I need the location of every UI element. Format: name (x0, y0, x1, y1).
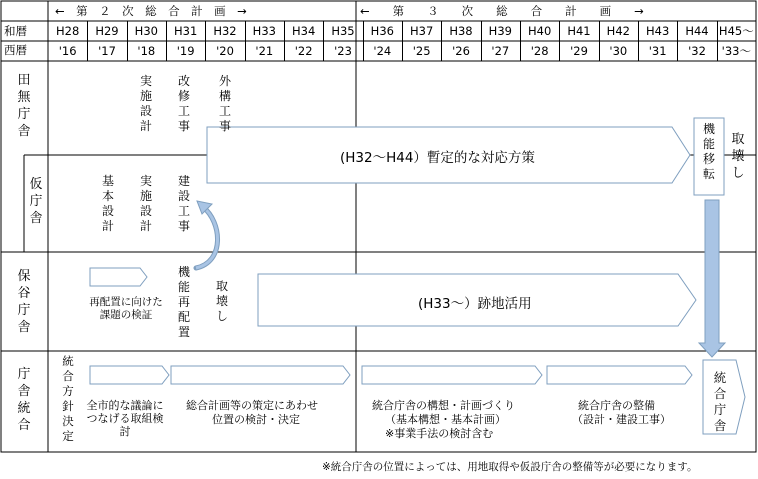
plan2-header: ← 第 ２ 次 総 合 計 画 → (55, 4, 247, 18)
section-tanashi: 田無庁舎 (17, 73, 31, 139)
final-text: 統合庁舎 (713, 370, 727, 433)
togo-note-2b: 位置の検討・決定 (212, 413, 300, 426)
seireki-year: '19 (176, 44, 195, 58)
togo-note-3a: 統合庁舎の構想・計画づくり (372, 399, 515, 412)
seireki-year: '25 (412, 44, 431, 58)
curve-arrow (196, 207, 218, 268)
hoya-relocate: 機能再配置 (177, 265, 190, 339)
wareki-year: H29 (95, 24, 119, 38)
seireki-year: '27 (491, 44, 510, 58)
seireki-year: '24 (373, 44, 392, 58)
togo-note-1: 全市的な議論につなげる取組検討 (86, 399, 164, 438)
tanashi-move: 機能移転 (702, 122, 715, 181)
seireki-year: '26 (452, 44, 470, 58)
seireki-year: '16 (58, 44, 77, 58)
wareki-year: H40 (528, 24, 552, 38)
section-hoya: 保谷庁舎 (17, 269, 31, 335)
tanashi-exterior: 外構工事 (218, 74, 231, 133)
kari-basic-design: 基本設計 (101, 174, 114, 233)
wareki-year: H39 (488, 24, 512, 38)
seireki-year: '29 (570, 44, 588, 58)
hoya-review-note: 再配置に向けた課題の検証 (89, 296, 163, 321)
seireki-year: '21 (255, 44, 274, 58)
togo-decision: 統合方針決定 (62, 354, 74, 443)
kari-detail-design: 実施設計 (139, 174, 152, 233)
wareki-year: H32 (213, 24, 237, 38)
seireki-year: '17 (98, 44, 116, 58)
togo-note-4a: 統合庁舎の整備 (578, 399, 655, 412)
wareki-year: H35 (331, 24, 355, 38)
section-togo: 庁舎統合 (17, 367, 31, 433)
wareki-year: H34 (292, 24, 316, 38)
wareki-year: H41 (567, 24, 591, 38)
plan3-header: ← 第 ３ 次 総 合 計 画 → (360, 4, 644, 18)
wareki-year: H43 (646, 24, 670, 38)
hoya-reuse-text: (H33～）跡地活用 (418, 296, 532, 312)
togo-arrow-3 (362, 366, 542, 384)
seireki-year: '30 (609, 44, 628, 58)
wareki-year: H44 (685, 24, 709, 38)
togo-note-4b: （設計・建設工事） (572, 413, 671, 426)
tanashi-design: 実施設計 (139, 74, 152, 133)
togo-note-3c: ※事業手法の検討含む (385, 427, 494, 440)
wareki-year: H36 (370, 24, 394, 38)
togo-note-2a: 総合計画等の策定にあわせ (186, 399, 318, 412)
wareki-year: H38 (449, 24, 473, 38)
tanashi-policy-text: (H32～H44）暫定的な対応方策 (340, 150, 535, 166)
seireki-year: '31 (648, 44, 667, 58)
togo-arrow-1 (90, 366, 169, 384)
seireki-year: '18 (137, 44, 156, 58)
togo-arrow-4 (547, 366, 692, 384)
wareki-year: H31 (174, 24, 198, 38)
seireki-year: '20 (216, 44, 234, 58)
section-kari: 仮庁舎 (29, 177, 43, 226)
wareki-year: H28 (56, 24, 80, 38)
seireki-year: '23 (334, 44, 352, 58)
wareki-label: 和暦 (4, 24, 27, 38)
footnote: ※統合庁舎の位置によっては、用地取得や仮設庁舎の整備等が必要になります。 (322, 461, 698, 473)
wareki-year: H37 (410, 24, 434, 38)
tanashi-demolish: 取壊し (731, 132, 745, 181)
hoya-demolish: 取壊し (215, 279, 228, 323)
seireki-year: '33～ (721, 44, 751, 58)
seireki-year: '32 (688, 44, 706, 58)
wareki-year: H33 (252, 24, 276, 38)
seireki-year: '22 (294, 44, 313, 58)
kari-construction: 建設工事 (177, 174, 190, 233)
wareki-year: H42 (606, 24, 630, 38)
wareki-year: H30 (134, 24, 158, 38)
down-arrow (699, 200, 725, 357)
seireki-label: 西暦 (4, 43, 27, 57)
togo-arrow-2 (171, 366, 350, 384)
tanashi-renovation: 改修工事 (177, 74, 190, 133)
wareki-year: H45～ (718, 24, 754, 38)
togo-note-3b: （基本構想・基本計画） (385, 413, 506, 426)
hoya-review-arrow (90, 268, 147, 286)
seireki-year: '28 (530, 44, 549, 58)
